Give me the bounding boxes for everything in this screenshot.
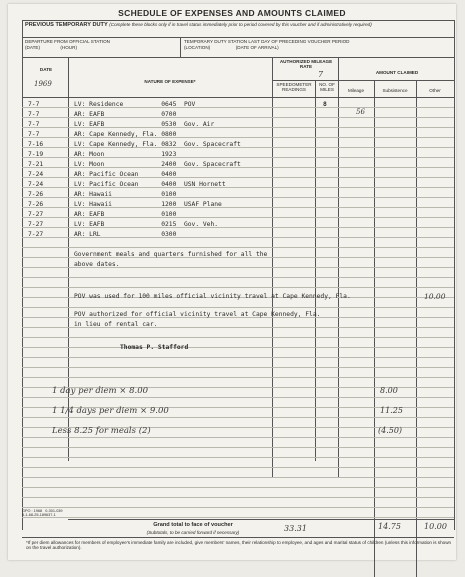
expense-date: 7-27 (28, 211, 44, 218)
expense-description: AR: EAFB 0100 (74, 211, 177, 218)
rule-prev (22, 37, 454, 38)
row-line (22, 467, 454, 468)
expense-description: AR: Cape Kennedy, Fla. 0800 (74, 131, 177, 138)
rule-sub-mileage (374, 80, 375, 577)
row-line (22, 437, 454, 438)
expense-date: 7-16 (28, 141, 44, 148)
col-sub-other: Other (429, 88, 441, 93)
calc-line-1: 1 day per diem × 8.00 (52, 386, 149, 396)
expense-date: 7-7 (28, 131, 40, 138)
row-line (22, 287, 454, 288)
row-line (22, 337, 454, 338)
rule-bottom (22, 537, 454, 538)
col-date-label: DATE (39, 67, 53, 72)
rule-mileage-split (272, 80, 338, 81)
calc-amount-2: 11.25 (380, 406, 403, 415)
col-mileage-label: AUTHORIZED MILEAGE RATE (279, 59, 333, 70)
row-line (22, 477, 454, 478)
expense-description: LV: Residence 0645 POV (74, 101, 196, 108)
tdy-label: TEMPORARY DUTY STATION LAST DAY OF PRECEDING VOUCHER PERIOD (184, 39, 350, 44)
expense-description: LV: Hawaii 1200 USAF Plane (74, 201, 222, 208)
row-line (22, 487, 454, 488)
rule-sub-subsistence (416, 80, 417, 577)
calc-line-2: 1 1/4 days per diem × 9.00 (52, 406, 169, 416)
row-line (22, 457, 454, 458)
total-other: 10.00 (424, 522, 447, 531)
prev-duty-note: (Complete these blocks only if in travel status immediately prior to period covered by this voucher and if administratively required) (109, 22, 372, 27)
expense-date: 7-26 (28, 201, 44, 208)
rule-amount-split (338, 80, 454, 81)
rule-departure (180, 37, 181, 57)
expense-description: LV: EAFB 0215 Gov. Veh. (74, 221, 219, 228)
departure-sub: (DATE) (HOUR) (25, 45, 77, 50)
row-line (22, 497, 454, 498)
row-line (22, 307, 454, 308)
rule-top (22, 20, 454, 21)
row-line (22, 247, 454, 248)
miles-value: 8 (323, 101, 327, 108)
total-mileage: 33.31 (284, 524, 307, 533)
row-line (22, 377, 454, 378)
expense-description: LV: Pacific Ocean 0400 USN Hornett (74, 181, 226, 188)
col-nature-label: NATURE OF EXPENSE* (144, 79, 196, 84)
expense-date: 7-7 (28, 111, 40, 118)
signature-typed: Thomas P. Stafford (120, 344, 189, 351)
col-miles-label: NO. OF MILES (319, 82, 335, 93)
row-line (22, 277, 454, 278)
schedule-title: SCHEDULE OF EXPENSES AND AMOUNTS CLAIMED (118, 8, 346, 18)
footnote: *If per diem allowances for members of employee's immediate family are included, give members' names, their relationship to employee, and ages and marital status of children (unless this information is shown on the travel authorization). (26, 540, 452, 551)
calc-amount-1: 8.00 (380, 386, 398, 395)
col-date-year: 1969 (34, 80, 52, 88)
form-code: GPO : 1968 0-301-039 5-1-68-25-189637-1 (22, 509, 63, 518)
row-line (22, 347, 454, 348)
note-pov-authorized: POV authorized for official vicinity travel at Cape Kennedy, Fla. in lieu of rental car. (74, 311, 321, 328)
note-pov-used: POV was used for 100 miles official vicinity travel at Cape Kennedy, Fla. (74, 293, 351, 300)
col-sub-mileage: Mileage (347, 88, 365, 93)
expense-date: 7-27 (28, 231, 44, 238)
row-line (22, 357, 454, 358)
col-speedometer-label: SPEEDOMETER READINGS (276, 82, 312, 93)
row-line (22, 367, 454, 368)
expense-schedule-page (8, 4, 456, 560)
tdy-sub: (LOCATION) (DATE OF ARRIVAL) (184, 45, 279, 50)
rule-header-top (22, 57, 454, 58)
expense-date: 7-7 (28, 121, 40, 128)
calc-amount-3: (4.50) (378, 426, 403, 435)
expense-date: 7-24 (28, 171, 44, 178)
prev-duty-label: PREVIOUS TEMPORARY DUTY (25, 22, 108, 28)
expense-description: AR: Moon 1923 (74, 151, 177, 158)
rule-grand-total (68, 519, 454, 520)
expense-date: 7-21 (28, 161, 44, 168)
expense-date: 7-19 (28, 151, 44, 158)
rule-header-bottom (22, 97, 454, 98)
rule-right (454, 20, 455, 530)
expense-date: 7-26 (28, 191, 44, 198)
prev-duty-block (25, 22, 445, 28)
departure-label: DEPARTURE FROM OFFICIAL STATION (25, 39, 110, 44)
col-sub-subsistence: Subsistence (382, 88, 408, 93)
row-line (22, 517, 454, 518)
row-line (22, 507, 454, 508)
expense-description: AR: Hawaii 0100 (74, 191, 177, 198)
expense-description: LV: Cape Kennedy, Fla. 0832 Gov. Spacecraft (74, 141, 241, 148)
row-line (22, 417, 454, 418)
expense-description: AR: LRL 0300 (74, 231, 177, 238)
mileage-handwritten: 56 (356, 108, 365, 116)
row-line (22, 447, 454, 448)
mileage-rate-value: 7 (318, 70, 324, 79)
calc-line-3: Less 8.25 for meals (2) (52, 426, 151, 436)
row-line (22, 397, 454, 398)
grand-total-note: (Subtotals, to be carried forward if necessary) (146, 530, 240, 535)
grand-total-label: Grand total to face of voucher (153, 522, 233, 528)
expense-description: AR: EAFB 0700 (74, 111, 177, 118)
note-meals: Government meals and quarters furnished for all the above dates. (74, 251, 268, 268)
expense-date: 7-24 (28, 181, 44, 188)
col-amount-label: AMOUNT CLAIMED (375, 70, 419, 75)
expense-date: 7-27 (28, 221, 44, 228)
note-pov-amount: 10.00 (424, 292, 446, 301)
total-subsistence: 14.75 (378, 522, 401, 531)
expense-date: 7-7 (28, 101, 40, 108)
expense-description: AR: Pacific Ocean 0400 (74, 171, 177, 178)
expense-description: LV: Moon 2400 Gov. Spacecraft (74, 161, 241, 168)
expense-description: LV: EAFB 0530 Gov. Air (74, 121, 215, 128)
